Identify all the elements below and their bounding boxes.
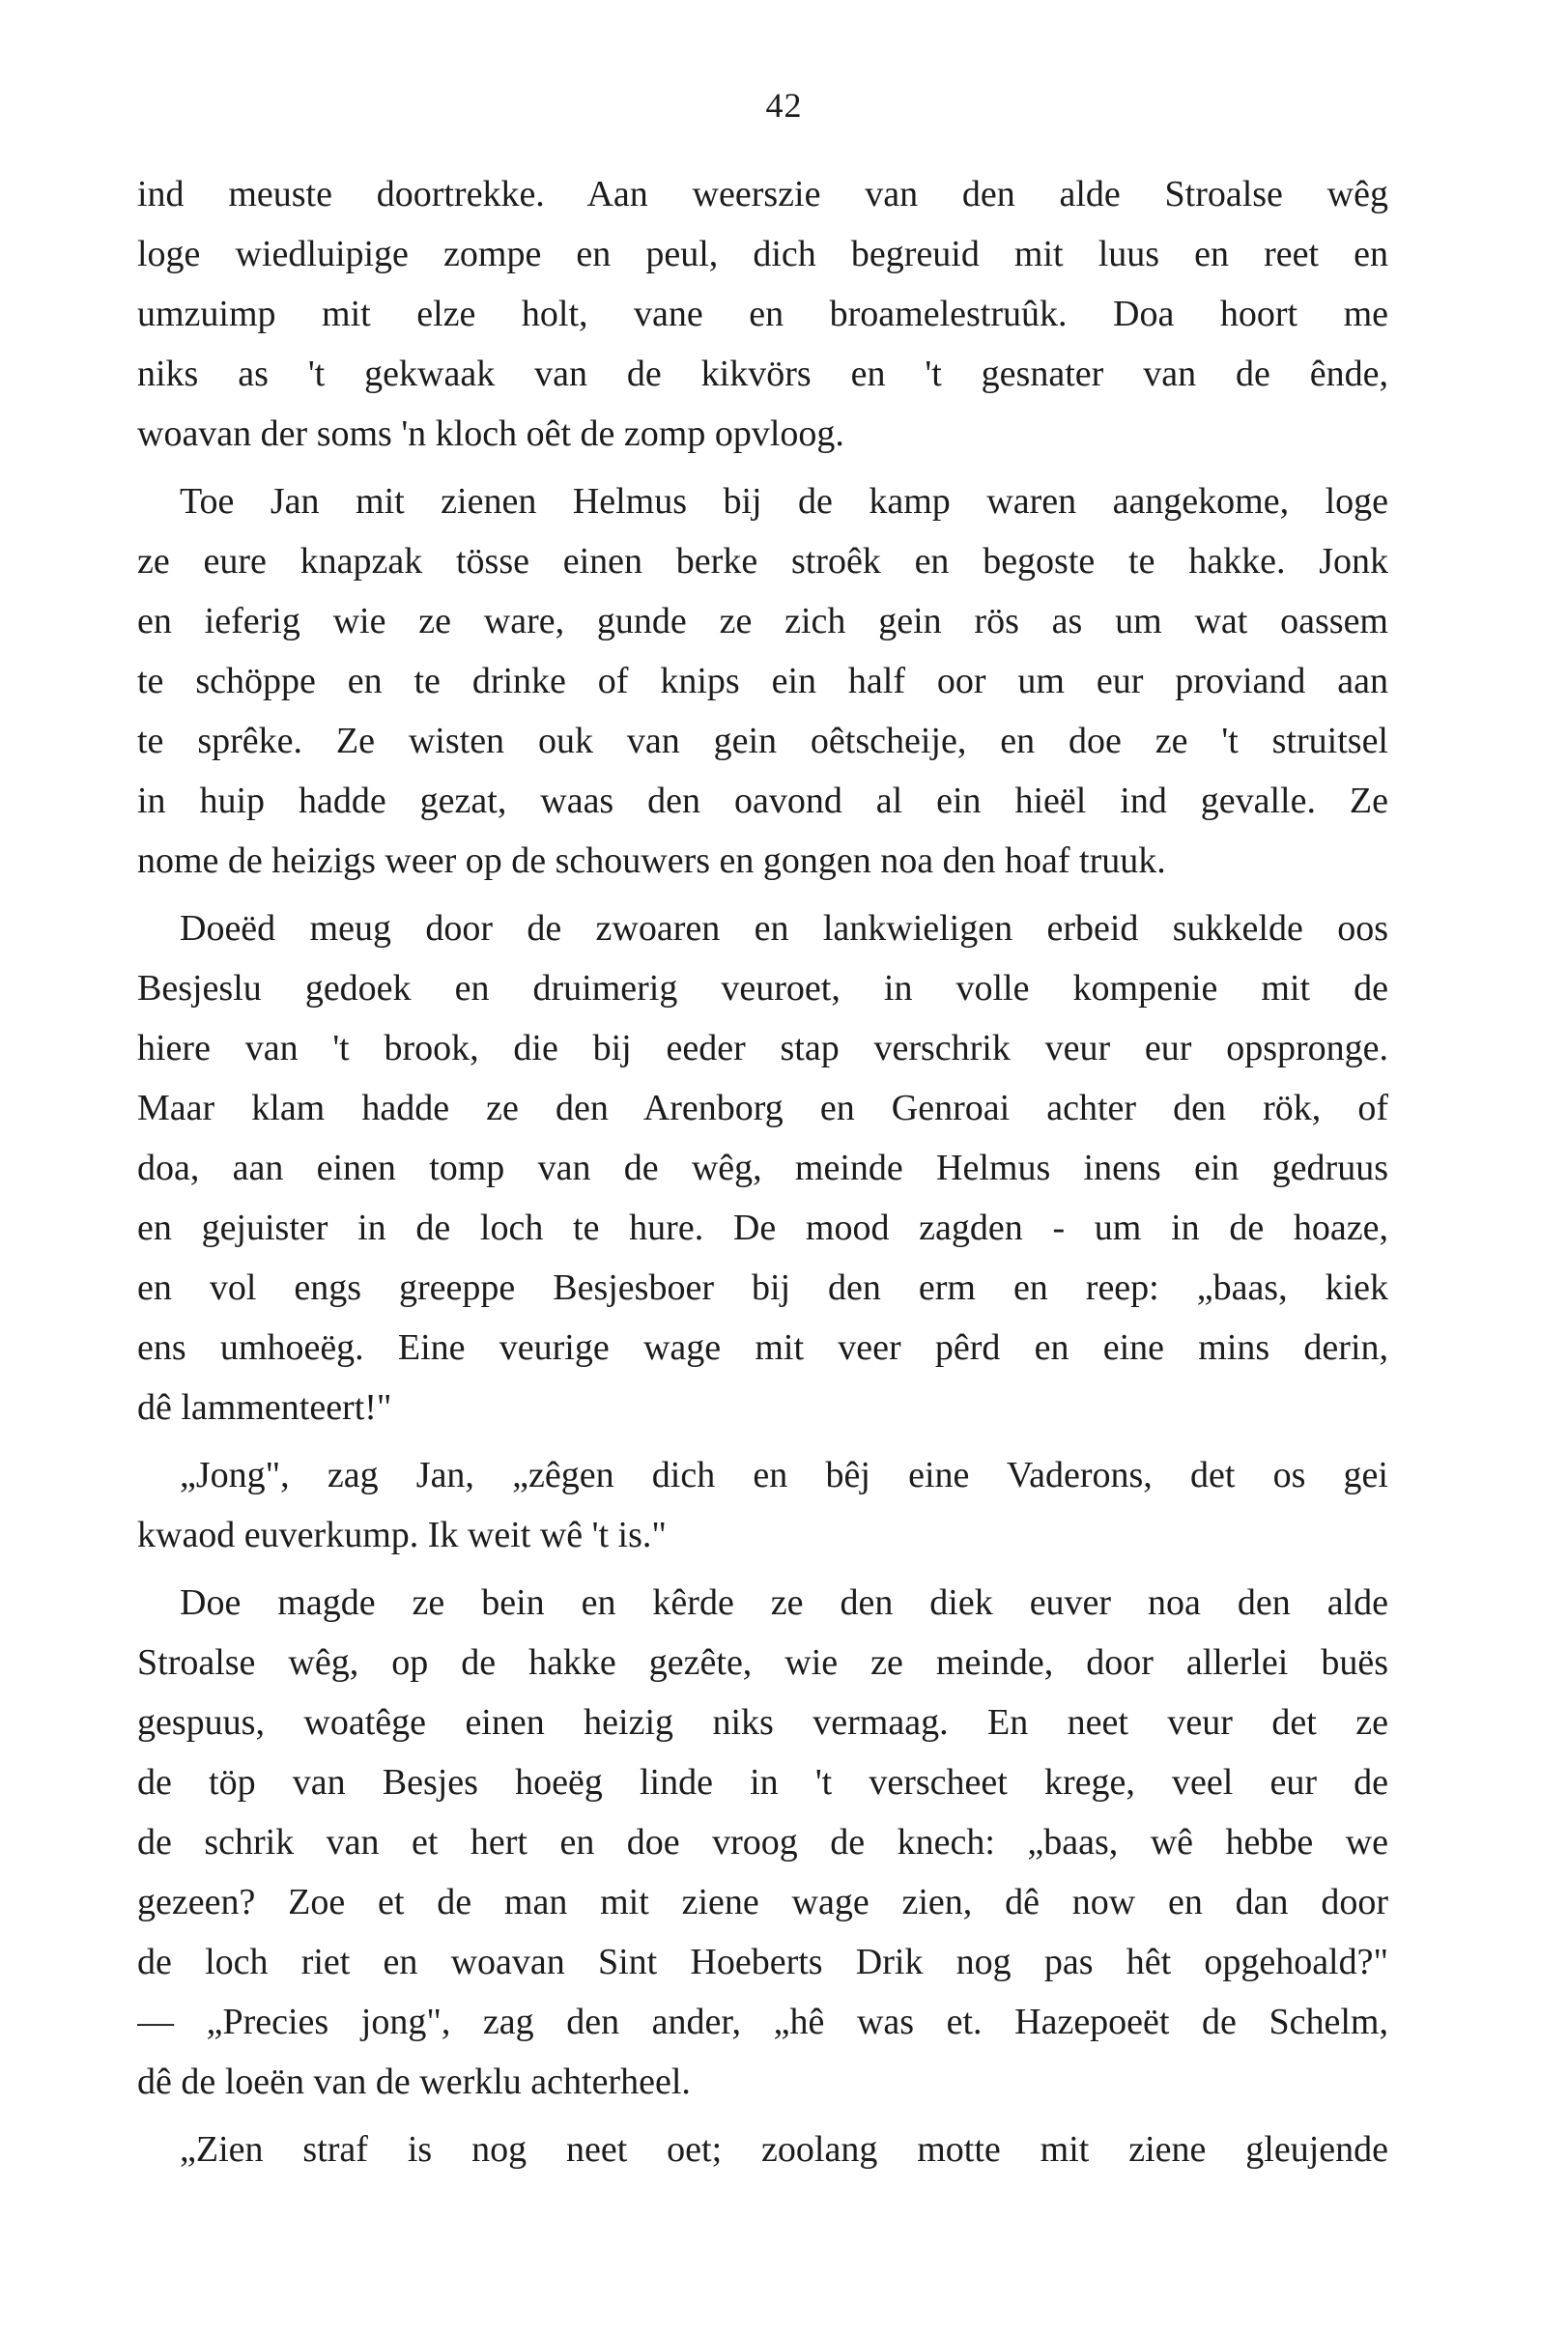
text-line: Doeëd meug door de zwoaren en lankwieligen erbeid sukkelde oos <box>180 908 1388 949</box>
text-line: „Zien straf is nog neet oet; zoolang motte mit ziene gleujende <box>180 2129 1388 2170</box>
text-line: ind meuste doortrekke. Aan weerszie van den alde Stroalse wêg <box>137 174 1388 214</box>
text-line: te schöppe en te drinke of knips ein half oor um eur proviand aan <box>137 661 1388 701</box>
text-line: de schrik van et hert en doe vroog de knech: „baas, wê hebbe we <box>137 1822 1388 1863</box>
text-line: de loch riet en woavan Sint Hoeberts Drik nog pas hêt opgehoald?" <box>137 1942 1388 1982</box>
paragraph-5 <box>137 1573 1388 2112</box>
text-line: en gejuister in de loch te hure. De mood zagden - um in de hoaze, <box>137 1208 1388 1248</box>
text-line: gezeen? Zoe et de man mit ziene wage zien, dê now en dan door <box>137 1882 1388 1922</box>
text-line: en vol engs greeppe Besjesboer bij den erm en reep: „baas, kiek <box>137 1267 1388 1308</box>
text-line: woavan der soms 'n kloch oêt de zomp opvloog. <box>137 413 844 454</box>
text-line: nome de heizigs weer op de schouwers en gongen noa den hoaf truuk. <box>137 840 1166 881</box>
text-line: en ieferig wie ze ware, gunde ze zich gein rös as um wat oassem <box>137 601 1388 641</box>
text-line: doa, aan einen tomp van de wêg, meinde Helmus inens ein gedruus <box>137 1148 1388 1188</box>
text-line: kwaod euverkump. Ik weit wê 't is." <box>137 1515 667 1555</box>
text-line: umzuimp mit elze holt, vane en broamelestruûk. Doa hoort me <box>137 294 1388 334</box>
text-line: de töp van Besjes hoeëg linde in 't verscheet krege, veel eur de <box>137 1762 1388 1803</box>
paragraph-3 <box>137 898 1388 1437</box>
paragraph-6 <box>137 2120 1388 2179</box>
body-text <box>137 164 1388 2179</box>
paragraph-2 <box>137 471 1388 891</box>
text-line: Stroalse wêg, op de hakke gezête, wie ze meinde, door allerlei buës <box>137 1642 1388 1683</box>
text-line: ens umhoeëg. Eine veurige wage mit veer pêrd en eine mins derin, <box>137 1327 1388 1368</box>
paragraph-gap <box>137 891 1388 898</box>
text-line: niks as 't gekwaak van de kikvörs en 't gesnater van de ênde, <box>137 354 1388 394</box>
paragraph-gap <box>137 464 1388 471</box>
text-line: hiere van 't brook, die bij eeder stap verschrik veur eur opspronge. <box>137 1028 1388 1068</box>
paragraph-gap <box>137 1565 1388 1573</box>
paragraph-4 <box>137 1445 1388 1565</box>
paragraph-gap <box>137 1437 1388 1445</box>
text-line: „Jong", zag Jan, „zêgen dich en bêj eine Vaderons, det os gei <box>180 1455 1388 1495</box>
text-line: dê de loeën van de werklu achterheel. <box>137 2062 691 2102</box>
text-line: dê lammenteert!" <box>137 1387 392 1428</box>
text-line: Toe Jan mit zienen Helmus bij de kamp waren aangekome, loge <box>180 481 1388 522</box>
page-number: 42 <box>765 86 803 125</box>
text-line: te sprêke. Ze wisten ouk van gein oêtscheije, en doe ze 't struitsel <box>137 721 1388 761</box>
text-line: Doe magde ze bein en kêrde ze den diek euver noa den alde <box>180 1582 1388 1623</box>
text-line: Besjeslu gedoek en druimerig veuroet, in volle kompenie mit de <box>137 968 1388 1009</box>
paragraph-gap <box>137 2112 1388 2120</box>
text-line: loge wiedluipige zompe en peul, dich begreuid mit luus en reet en <box>137 234 1388 274</box>
text-line: Maar klam hadde ze den Arenborg en Genroai achter den rök, of <box>137 1088 1388 1128</box>
text-line: in huip hadde gezat, waas den oavond al ein hieël ind gevalle. Ze <box>137 781 1388 821</box>
text-line: — „Precies jong", zag den ander, „hê was et. Hazepoeët de Schelm, <box>137 2002 1388 2042</box>
paragraph-1 <box>137 164 1388 464</box>
text-line: gespuus, woatêge einen heizig niks vermaag. En neet veur det ze <box>137 1702 1388 1743</box>
text-line: ze eure knapzak tösse einen berke stroêk en begoste te hakke. Jonk <box>137 541 1388 582</box>
